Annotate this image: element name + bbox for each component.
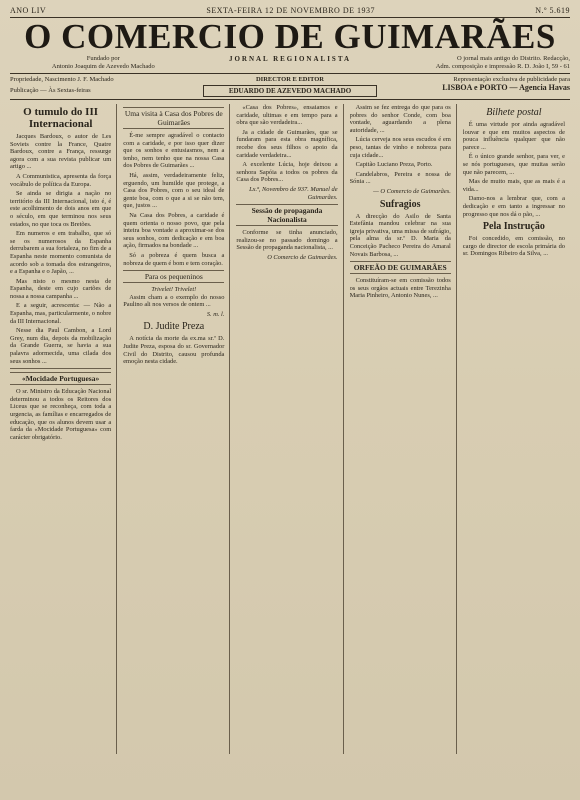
- subheader: [10, 55, 570, 74]
- cities: LISBOA e PORTO — Agencia Havas: [442, 83, 570, 92]
- signature: — O Comercio de Guimarães.: [373, 187, 451, 195]
- paragraph: Jacques Bardoux, o autor de Les Soviets contre la France, Quatre Bardoux, contre a França, ressurge agora com a sua revista publicar um artigo ...: [10, 133, 112, 171]
- paragraph: Lúcia cerveja nos seus escudos é em peso, tantas de vinho e nobreza para cuja cidade...: [349, 136, 451, 159]
- meta-left: [10, 76, 197, 97]
- box-subtitle: Trivelet! Trivelet!: [151, 286, 197, 294]
- box-title-pequeninos: Para os pequeninos: [123, 270, 224, 283]
- paragraph: A Communistica, apresenta da força vocábulo de política da Europa.: [10, 172, 112, 188]
- paragraph: A excelente Lúcia, hoje deixou a senhora Sapóia a todos os pobres da Casa dos Pobres...: [236, 161, 338, 184]
- column-5: [463, 104, 570, 754]
- paragraph: A notícia da morte da ex.ma sr.ª D. Judite Preza, esposa do sr. Governador Civil do Distrito, causou profunda emoção nesta cidade.: [123, 335, 225, 366]
- paragraph: Damo-nos a lembrar que, com a dedicação e em tanto a ingressar no progresso que nos dá o pão, ...: [462, 195, 565, 218]
- oldest-note-block: [383, 55, 570, 71]
- paragraph: Assim cham a o exemplo do nosso Paulino ali nos versos de ontem ...: [123, 293, 225, 309]
- issue-number: N.º 5.619: [535, 6, 570, 15]
- paragraph: É uma virtude por ainda agradável louvar e que em muitos aspectos de pouca influência qualquer que não parece ...: [462, 121, 565, 151]
- column-1: [10, 104, 117, 754]
- founder-block: [10, 55, 197, 71]
- box-title-orfeao: ORFEÃO DE GUIMARÃES: [350, 261, 451, 274]
- newspaper-title: O COMERCIO DE GUIMARÃES: [24, 17, 556, 56]
- paragraph: Foi concedido, em comissão, no cargo de director de escola primária do sr. Domingos Ribeiro da Silva, ...: [462, 235, 565, 258]
- headline-casa-pobres: Uma visita à Casa dos Pobres de Guimarães: [124, 109, 223, 127]
- meta-center: [197, 76, 384, 97]
- director-label: DIRECTOR E EDITOR: [255, 76, 324, 83]
- paragraph: E a seguir, acrescenta: — Não a Espanha, mas, particularmente, o nobre da III Internacional.: [10, 302, 112, 325]
- paragraph: Nesse dia Paul Cambon, a Lord Grey, num dia, depois da mobilização da Grande Guerra, se havia a sua palavra adormecida, uma cilada dos seus sonhos ...: [10, 327, 112, 365]
- paragraph: A direcção do Asilo de Santa Estefânia mandou celebrar na sua igreja privativa, uma missa de sufrágio, pela alma da sr.ª D. Maria da Conceição Pacheco Pereira do Amaral Novais Barbosa, ...: [349, 212, 451, 258]
- paragraph: O sr. Ministro da Educação Nacional determinou a todos os Reitores dos Liceus que se reconheça, com toda a urgencia, as famílias e encarregados de educação, que os alunos devem usar a farda da «Mocidade Portuguesa» com carácter obrigatório.: [10, 388, 112, 441]
- section-title-sufragios: Sufragios: [379, 198, 421, 210]
- paragraph: É o único grande senhor, para ver, e se nós portugueses, que muitas serão que não parecem, ...: [462, 153, 565, 176]
- meta-right: [383, 76, 570, 97]
- representation: Representação exclusiva de publicidade para: [453, 76, 570, 83]
- paragraph: Candelabros, Pereira e nossa de Sónia ...: [349, 170, 451, 186]
- box-title-sessao: Sessão de propaganda Nacionalista: [236, 204, 337, 226]
- section-title-instrucao: Pela Instrução: [482, 221, 545, 233]
- owner: Propriedade, Nascimento J. F. Machado: [10, 76, 114, 83]
- column-2: [123, 104, 230, 754]
- issue-date: SEXTA-FEIRA 12 DE NOVEMBRO DE 1937: [206, 6, 375, 15]
- paragraph: É-me sempre agradável o contacto com a caridade, e por isso quer dizer que os sonhos e entusiasmos, nem a tenho, nem tenho que na nossa Casa dos Pobres de Guimarães ...: [123, 132, 225, 170]
- issue-year: ANO LIV: [10, 6, 47, 15]
- paragraph: Assim se fez entrega do que para os pobres do senhor Conde, com boa vontade, aguardando a plena autoridade, ...: [349, 104, 451, 134]
- paragraph: Conforme se tinha anunciado, realizou-se no passado domingo a Sessão de propaganda nacionalista, ...: [236, 229, 338, 252]
- publication: Publicação — Às Sextas-feiras: [10, 87, 91, 94]
- meta-row: [10, 74, 570, 100]
- obit-title: D. Judite Preza: [143, 321, 205, 333]
- divider: [10, 368, 111, 369]
- founder-name: Antonio Joaquim de Azevedo Machado: [51, 63, 155, 70]
- column-3: [236, 104, 343, 754]
- paragraph: Ja a cidade de Guimarães, que se fundaram para esta obra magnífica, recebe dos seus filhos o apoio da caridade verdadeira...: [236, 128, 338, 159]
- headline-bilhete-postal: Bilhete postal: [486, 107, 542, 118]
- paragraph: Constituíram-se em comissão todos os seus orgãos actuais entre Terezinha Maria Pinheiro, Antonio Nunes, ...: [349, 277, 451, 300]
- newspaper-subtitle: JORNAL REGIONALISTA: [228, 55, 352, 63]
- article-columns: [10, 104, 570, 754]
- paragraph: Em numeros e em trabalho, que só se os numerosos da Espanha derrubarem a sua fortaleza, no fim de a Espanha neste momento comunista de acordo sob a tomada dos estrangeiros, e a Espanha e o Japão, ...: [10, 230, 112, 276]
- oldest-note: O jornal mais antigo do Distrito. Redacção,: [456, 55, 570, 62]
- paragraph: Há, assim, verdadeiramente feliz, erguendo, um humilde que protege, a Casa dos Pobres, com o seu ideal de gente boa, com o que a si se não tem, que, justos ...: [123, 171, 225, 210]
- paragraph: Se ainda se dirigia a nação no território da III Internacional, isto é, é este acolhimento de dois anos em que o século, em que terminou nos seus estados, no que toca os Bretões.: [10, 190, 112, 228]
- paragraph: Mas de muito mais, que as mais é a vida...: [462, 178, 565, 193]
- signature: O Comercio de Guimarães.: [267, 253, 338, 261]
- paragraph: Capitão Luciano Preza, Porto.: [355, 161, 433, 169]
- paragraph: Mas nisto o mesmo nesta de Espanha, deste em cujo cartões de nossa a nossa campanha ...: [10, 277, 112, 300]
- founded-label: Fundado por: [86, 55, 120, 62]
- director-name: EDUARDO DE AZEVEDO MACHADO: [203, 85, 378, 97]
- paragraph: Só a pobreza é quem busca a nobreza de quem é bom e tem coração.: [123, 251, 225, 267]
- headline-tumulo: O tumulo do III Internacional: [23, 106, 99, 130]
- admin-note: Adm. composição e impressão R. D. João I, 59 - 61: [435, 63, 570, 70]
- paragraph: Na Casa dos Pobres, a caridade é quem orienta o nosso povo, que pela inteira boa vontade a aproximar-se dos seus sonhos, com dedicação e em boa ação, firmados na bondade ...: [123, 211, 225, 250]
- signature: S. m. l.: [206, 310, 225, 318]
- subhead-mocidade: «Mocidade Portuguesa»: [10, 372, 111, 385]
- signature: Lx.ª, Novembro de 937. Manuel de Guimarães.: [249, 185, 338, 201]
- column-4: [350, 104, 457, 754]
- paragraph: «Casa dos Pobres», ensaiamos e caridade, ultimas e em tempo para a obra que são verdadeira...: [236, 104, 338, 127]
